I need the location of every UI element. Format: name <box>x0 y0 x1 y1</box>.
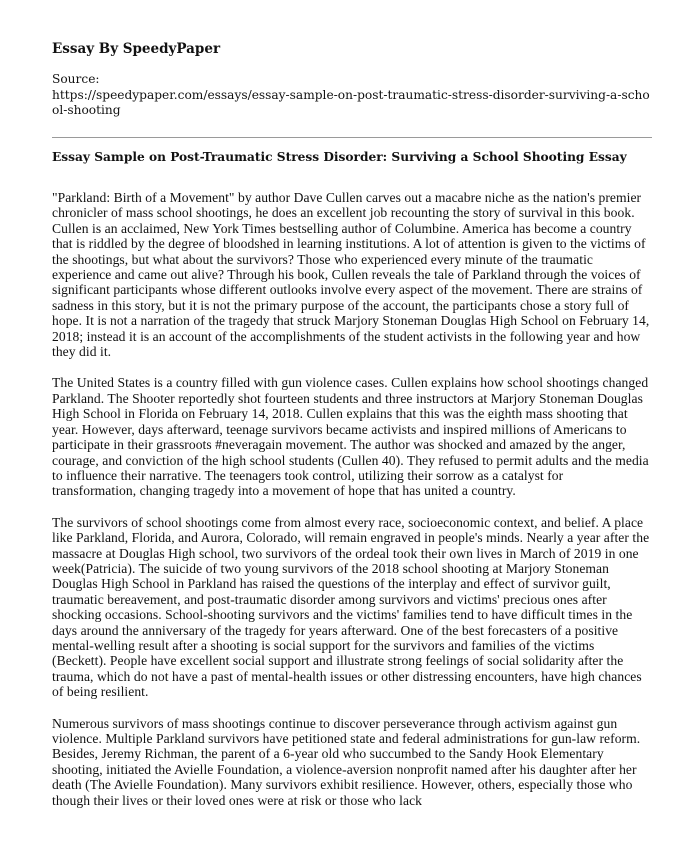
document-header <box>52 40 652 119</box>
source-label: Source: <box>52 72 100 86</box>
brand-title: Essay By SpeedyPaper <box>52 41 221 57</box>
source-url[interactable]: https://speedypaper.com/essays/essay-sample-on-post-traumatic-stress-disorder-surviving-a-school-shooting <box>52 87 650 117</box>
paragraph: "Parkland: Birth of a Movement" by author Dave Cullen carves out a macabre niche as the nation's premier chronicler of mass school shootings, he does an excellent job recounting the story of survival in this book. Cullen is an acclaimed, New York Times bestselling author of Columbine. America has become a country that is riddled by the degree of bloodshed in learning institutions. A lot of attention is given to the victims of the shootings, but what about the survivors? Those who experienced every minute of the traumatic experience and came out alive? Through his book, Cullen reveals the tale of Parkland through the voices of significant participants whose different outlooks involve every aspect of the movement. There are strains of sadness in this story, but it is not the primary purpose of the account, the participants chose a story full of hope. It is not a narration of the tragedy that struck Marjory Stoneman Douglas High School on February 14, 2018; instead it is an account of the accomplishments of the student activists in the following year and how they did it. <box>52 190 650 360</box>
paragraph: The survivors of school shootings come from almost every race, socioeconomic context, and belief. A place like Parkland, Florida, and Aurora, Colorado, will remain engraved in people's minds. Nearly a year after the massacre at Douglas High school, two survivors of the ordeal took their own lives in March of 2019 in one week(Patricia). The suicide of two young survivors of the 2018 school shooting at Marjory Stoneman Douglas High School in Parkland has raised the questions of the interplay and effect of survivor guilt, traumatic bereavement, and post-traumatic disorder among survivors and victims' precious ones after shocking occasions. School-shooting survivors and the victims' families tend to have difficult times in the days around the anniversary of the tragedy for years afterward. One of the best forecasters of a positive mental-welling result after a shooting is social support for the survivors and families of the victims (Beckett). People have excellent social support and illustrate strong feelings of social solidarity after the trauma, which do not have a past of mental-health issues or other distressing encounters, have high chances of being resilient. <box>52 514 650 700</box>
paragraph: Numerous survivors of mass shootings continue to discover perseverance through activism against gun violence. Multiple Parkland survivors have petitioned state and federal administrations for gun-law reform. Besides, Jeremy Richman, the parent of a 6-year old who succumbed to the Sandy Hook Elementary shooting, initiated the Avielle Foundation, a violence-aversion nonprofit named after his daughter after her death (The Avielle Foundation). Many survivors exhibit resilience. However, others, especially those who though their lives or their loved ones were at risk or those who lack <box>52 715 641 808</box>
divider <box>52 137 652 138</box>
essay-body <box>52 190 650 824</box>
essay-title: Essay Sample on Post-Traumatic Stress Disorder: Surviving a School Shooting Essay <box>52 150 627 164</box>
paragraph: The United States is a country filled with gun violence cases. Cullen explains how school shootings changed Parkland. The Shooter reportedly shot fourteen students and three instructors at Marjory Stoneman Douglas High School in Florida on February 14, 2018. Cullen explains that this was the eighth mass shooting that year. However, days afterward, teenage survivors became activists and inspired millions of Americans to participate in their grassroots #neveragain movement. The author was shocked and amazed by the anger, courage, and conviction of the high school students (Cullen 40). They refused to permit adults and the media to influence their narrative. The teenagers took control, utilizing their sorrow as a catalyst for transformation, changing tragedy into a movement of hope that has united a country. <box>52 375 649 499</box>
